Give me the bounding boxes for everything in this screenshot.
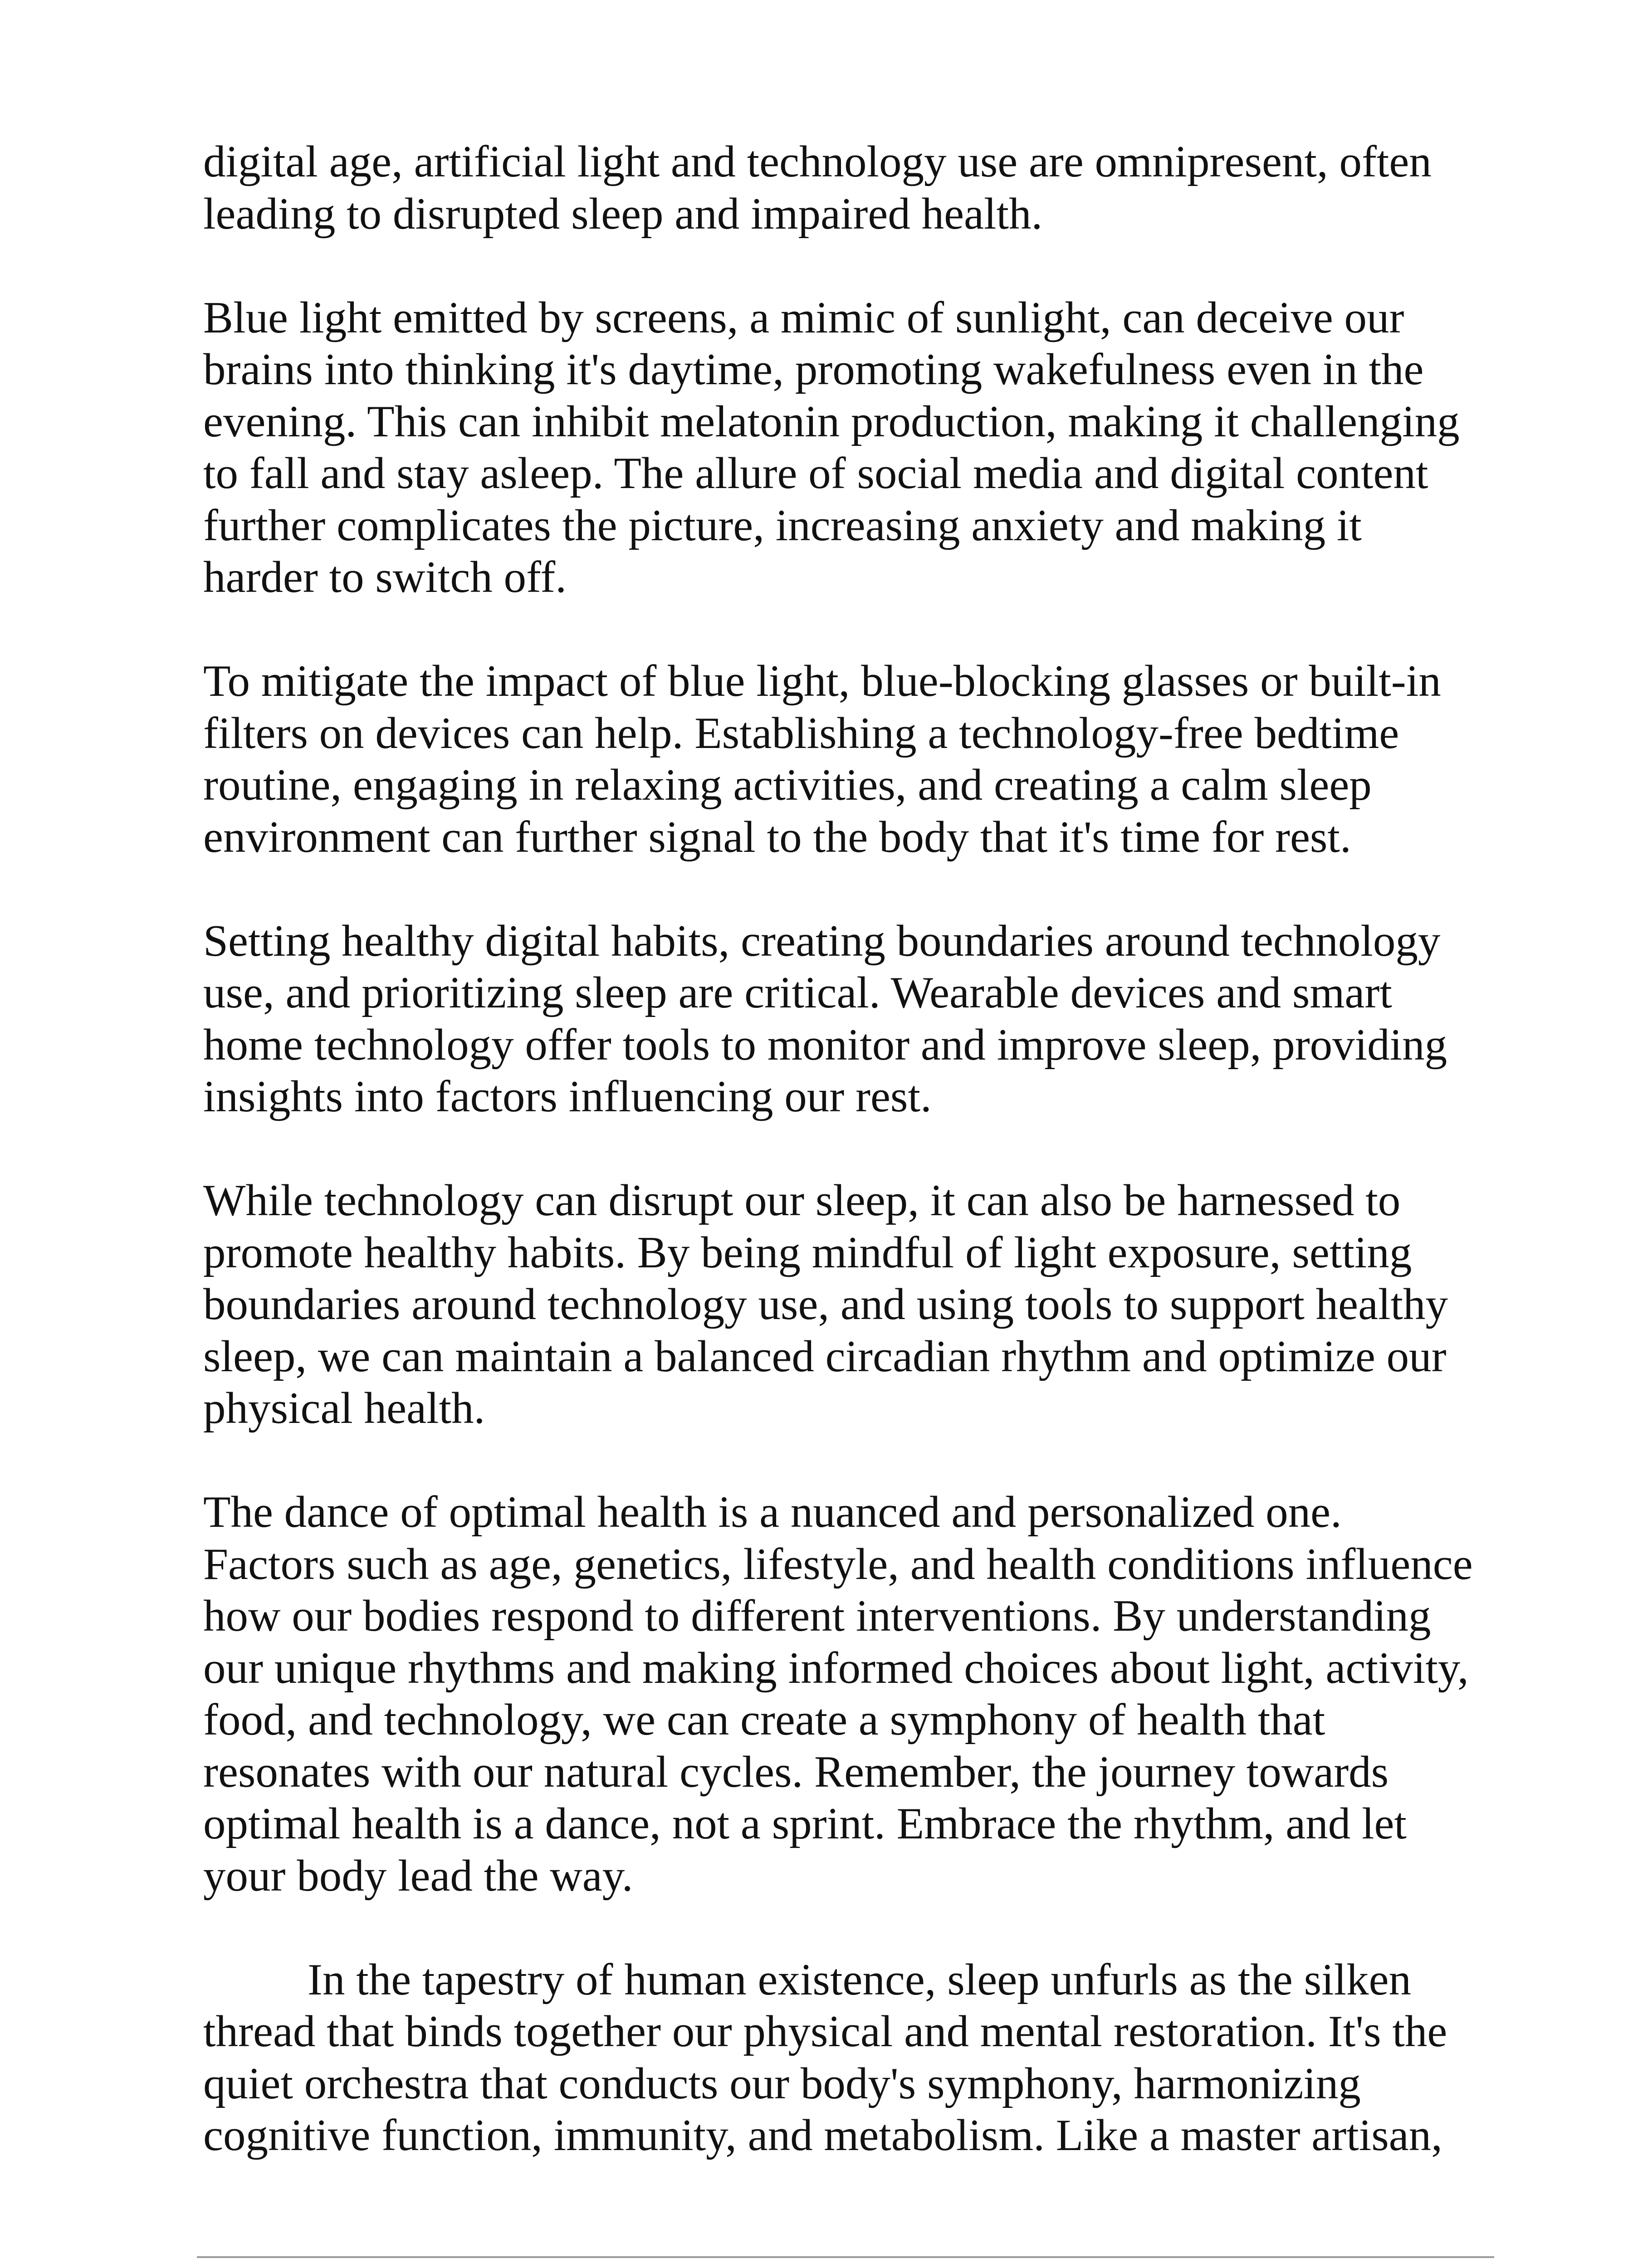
footer-divider [197,2256,1494,2258]
text-line: optimal health is a dance, not a sprint. Embrace the rhythm, and let [203,1799,1407,1848]
text-line: to fall and stay asleep. The allure of social media and digital content [203,449,1428,498]
text-line: harder to switch off. [203,552,567,602]
paragraph [203,1954,1496,2162]
text-line: Factors such as age, genetics, lifestyle, and health conditions influence [203,1539,1473,1589]
text-line: boundaries around technology use, and using tools to support healthy [203,1280,1448,1329]
text-line: our unique rhythms and making informed choices about light, activity, [203,1643,1469,1693]
text-line: The dance of optimal health is a nuanced and personalized one. [203,1487,1342,1537]
text-line: filters on devices can help. Establishing a technology-free bedtime [203,708,1399,758]
text-line: evening. This can inhibit melatonin production, making it challenging [203,396,1460,446]
text-line: sleep, we can maintain a balanced circadian rhythm and optimize our [203,1331,1447,1381]
text-line: digital age, artificial light and technology use are omnipresent, often [203,137,1432,186]
text-line: quiet orchestra that conducts our body's symphony, harmonizing [203,2058,1361,2108]
text-line: use, and prioritizing sleep are critical. Wearable devices and smart [203,968,1392,1017]
text-line: brains into thinking it's daytime, promoting wakefulness even in the [203,345,1424,394]
paragraph [203,1175,1496,1435]
paragraph [203,292,1496,604]
text-line: promote healthy habits. By being mindful of light exposure, setting [203,1227,1412,1277]
text-line: insights into factors influencing our rest. [203,1072,932,1121]
text-line: leading to disrupted sleep and impaired health. [203,189,1043,239]
paragraph [203,1486,1496,1902]
text-line: physical health. [203,1383,485,1433]
text-line: resonates with our natural cycles. Remember, the journey towards [203,1747,1389,1797]
paragraph [203,655,1496,863]
text-line: Blue light emitted by screens, a mimic of sunlight, can deceive our [203,293,1404,342]
text-line: In the tapestry of human existence, sleep unfurls as the silken [308,1955,1412,2004]
text-line: Setting healthy digital habits, creating boundaries around technology [203,916,1441,966]
text-line: further complicates the picture, increasing anxiety and making it [203,500,1362,550]
text-line: environment can further signal to the body that it's time for rest. [203,812,1351,862]
body-text [203,136,1496,2214]
text-line: home technology offer tools to monitor and improve sleep, providing [203,1020,1447,1070]
paragraph [203,136,1496,240]
text-line: thread that binds together our physical and mental restoration. It's the [203,2007,1447,2056]
text-line: While technology can disrupt our sleep, it can also be harnessed to [203,1176,1401,1225]
text-line: how our bodies respond to different interventions. By understanding [203,1591,1431,1641]
text-line: To mitigate the impact of blue light, blue-blocking glasses or built-in [203,656,1441,706]
paragraph [203,915,1496,1123]
text-line: your body lead the way. [203,1851,633,1901]
text-line: cognitive function, immunity, and metabolism. Like a master artisan, [203,2111,1442,2160]
text-line: food, and technology, we can create a symphony of health that [203,1695,1325,1745]
text-line: routine, engaging in relaxing activities, and creating a calm sleep [203,760,1372,810]
